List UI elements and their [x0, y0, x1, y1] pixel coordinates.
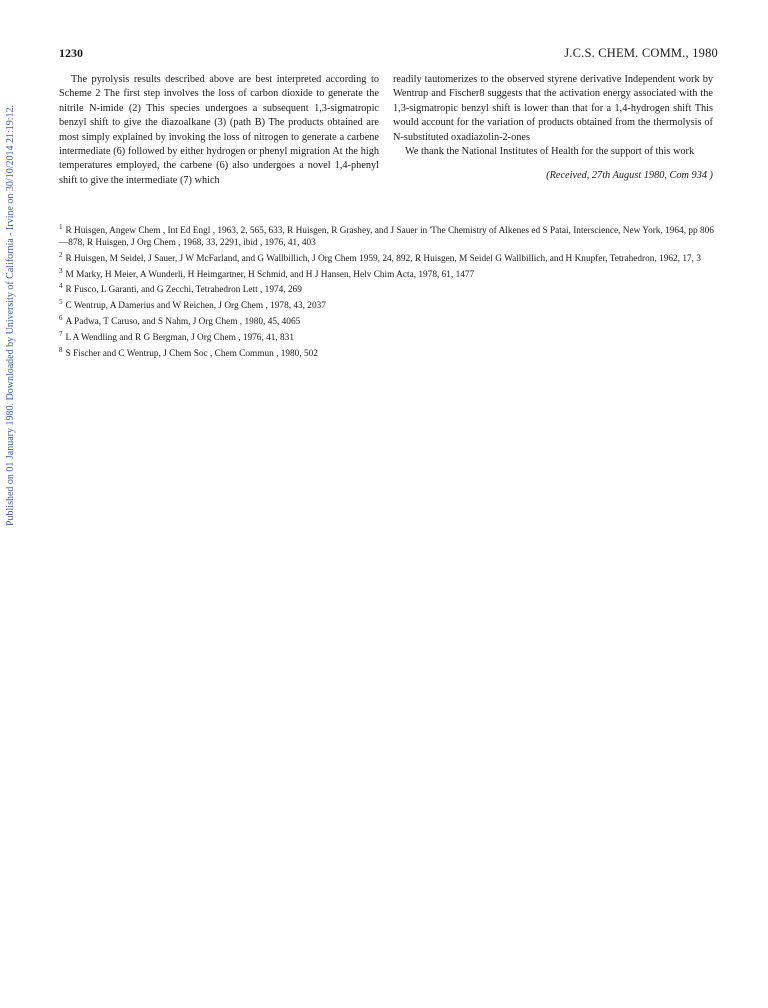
reference-number: 4 — [59, 282, 63, 291]
reference-text: S Fischer and C Wentrup, J Chem Soc , Chem Commun , 1980, 502 — [65, 349, 318, 360]
reference-item — [59, 345, 719, 361]
reference-item — [59, 250, 719, 266]
acknowledgement: We thank the National Institutes of Health for the support of this work — [405, 146, 695, 158]
reference-text: R Fusco, L Garanti, and G Zecchi, Tetrahedron Lett , 1974, 269 — [65, 285, 302, 296]
reference-item — [59, 266, 719, 282]
reference-number: 7 — [59, 330, 63, 339]
reference-text: L A Wendling and R G Bergman, J Org Chem , 1976, 41, 831 — [65, 333, 294, 344]
reference-text: C Wentrup, A Damerius and W Reichen, J Org Chem , 1978, 43, 2037 — [65, 301, 326, 312]
reference-number: 2 — [59, 250, 63, 259]
download-watermark — [4, 10, 18, 620]
received-date: (Received, 27th August 1980, Com 934 ) — [546, 170, 713, 182]
right-column — [393, 73, 713, 184]
reference-item — [59, 222, 719, 250]
reference-text: A Padwa, T Caruso, and S Nahm, J Org Chem , 1980, 45, 4065 — [65, 317, 301, 328]
reference-number: 5 — [59, 298, 63, 307]
watermark-text: Published on 01 January 1980. Downloaded by University of California - Irvine on 30/10/2014 21:19:12. — [5, 104, 17, 526]
left-column — [59, 73, 379, 188]
reference-item — [59, 329, 719, 345]
reference-item — [59, 297, 719, 313]
reference-text: R Huisgen, Angew Chem , Int Ed Engl , 1963, 2, 565, 633, R Huisgen, R Grashey, and J Sauer in 'The Chemistry of Alkenes ed S Patai, Interscience, New York, 1964, pp 806—878, R Huisgen, J Org Chem , 1968, 33, 2291, ibid , 1976, 41, 403 — [59, 226, 714, 248]
reference-text: R Huisgen, M Seidel, J Sauer, J W McFarland, and G Wallbillich, J Org Chem 1959, 24, 892, R Huisgen, M Seidel G Wallbillich, and H Knupfer, Tetrahedron, 1962, 17, 3 — [65, 253, 701, 264]
references-list — [59, 222, 719, 361]
reference-text: M Marky, H Meier, A Wunderli, H Heimgartner, H Schmid, and H J Hansen, Helv Chim Acta, 1978, 61, 1477 — [65, 269, 475, 280]
reference-number: 6 — [59, 314, 63, 323]
reference-number: 8 — [59, 346, 63, 355]
body-paragraph: The pyrolysis results described above are best interpreted according to Scheme 2 The first step involves the loss of carbon dioxide to generate the nitrile N-imide (2) This species undergoes a subsequent 1,3-sigmatropic benzyl shift to give the diazoalkane (3) (path B) The products obtained are most simply explained by invoking the loss of nitrogen to generate a carbene intermediate (6) followed by either hydrogen or phenyl migration At the high temperatures employed, the carbene (6) also undergoes a novel 1,4-phenyl shift to give the intermediate (7) which — [59, 74, 379, 186]
page-number: 1230 — [59, 46, 83, 60]
reference-item — [59, 313, 719, 329]
reference-item — [59, 281, 719, 297]
reference-number: 3 — [59, 266, 63, 275]
journal-title: J.C.S. CHEM. COMM., 1980 — [564, 46, 718, 60]
reference-number: 1 — [59, 223, 63, 231]
page-header — [59, 46, 718, 61]
body-paragraph-continued: readily tautomerizes to the observed styrene derivative Independent work by Wentrup and Fischer8 suggests that the activation energy associated with the 1,3-sigmatropic benzyl shift is lower than that for a 1,4-hydrogen shift This would account for the variation of products obtained from the thermolysis of N-substituted oxadiazolin-2-ones — [393, 74, 713, 143]
